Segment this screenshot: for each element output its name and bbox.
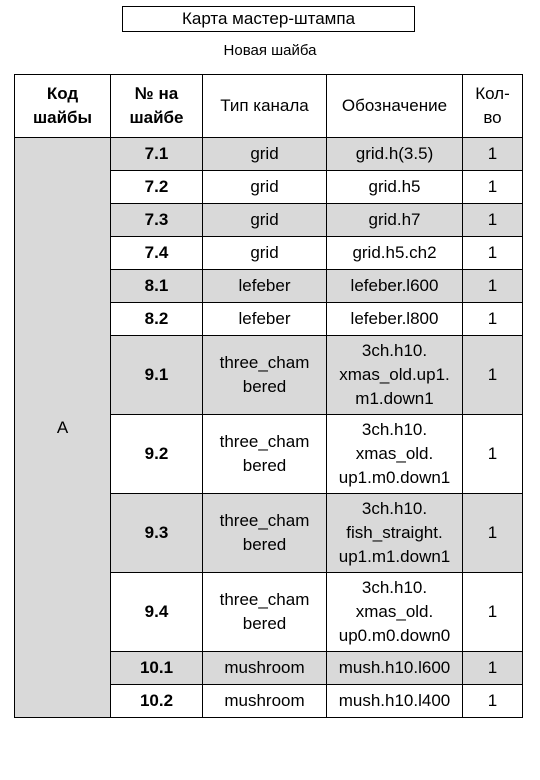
row-designation: lefeber.l800 (327, 303, 463, 336)
designation-part1: 3ch.h10. (361, 499, 428, 518)
header-code-line2: шайбы (32, 108, 93, 127)
row-qty: 1 (463, 652, 523, 685)
row-number: 9.4 (111, 573, 203, 652)
row-qty: 1 (463, 303, 523, 336)
designation-part2: fish_straight. (346, 523, 443, 542)
row-type (203, 415, 327, 494)
designation-part2: xmas_old.up1. (339, 365, 450, 384)
row-type: mushroom (203, 685, 327, 718)
row-designation (327, 573, 463, 652)
row-qty: 1 (463, 573, 523, 652)
row-designation: lefeber.l600 (327, 270, 463, 303)
card-title: Карта мастер-штампа (122, 6, 415, 32)
card-subtitle: Новая шайба (223, 42, 317, 59)
row-number: 10.2 (111, 685, 203, 718)
designation-part1: 3ch.h10. (361, 420, 428, 439)
row-number: 7.1 (111, 138, 203, 171)
row-designation (327, 415, 463, 494)
row-designation: grid.h5.ch2 (327, 237, 463, 270)
row-type: lefeber (203, 270, 327, 303)
row-type: grid (203, 204, 327, 237)
designation-part3: m1.down1 (355, 389, 434, 408)
row-type (203, 573, 327, 652)
row-number: 9.1 (111, 336, 203, 415)
table-header-row (15, 75, 523, 138)
row-number: 8.2 (111, 303, 203, 336)
row-type-part1: three_cham (219, 432, 310, 451)
row-type (203, 336, 327, 415)
row-qty: 1 (463, 138, 523, 171)
row-designation (327, 336, 463, 415)
row-designation: mush.h10.l400 (327, 685, 463, 718)
designation-part1: 3ch.h10. (361, 578, 428, 597)
row-qty: 1 (463, 171, 523, 204)
row-type-part1: three_cham (219, 511, 310, 530)
column-header-code (15, 75, 111, 138)
row-type-part2: bered (242, 456, 287, 475)
row-type-part2: bered (242, 377, 287, 396)
row-number: 9.3 (111, 494, 203, 573)
row-type-part1: three_cham (219, 590, 310, 609)
designation-part2: xmas_old. (355, 602, 434, 621)
header-number-line1: № на (134, 84, 179, 103)
header-code-line1: Код (46, 84, 79, 103)
column-header-designation: Обозначение (327, 75, 463, 138)
designation-part3: up1.m0.down1 (338, 468, 451, 487)
row-designation: grid.h(3.5) (327, 138, 463, 171)
designation-part2: xmas_old. (355, 444, 434, 463)
row-number: 7.2 (111, 171, 203, 204)
header-qty-line2: во (483, 108, 502, 127)
row-number: 9.2 (111, 415, 203, 494)
column-header-qty (463, 75, 523, 138)
row-qty: 1 (463, 237, 523, 270)
row-designation: mush.h10.l600 (327, 652, 463, 685)
row-type: mushroom (203, 652, 327, 685)
row-type: grid (203, 138, 327, 171)
row-type-part1: three_cham (219, 353, 310, 372)
designation-part3: up1.m1.down1 (338, 547, 451, 566)
row-qty: 1 (463, 336, 523, 415)
row-number: 7.4 (111, 237, 203, 270)
row-number: 7.3 (111, 204, 203, 237)
group-code-cell: A (15, 138, 111, 718)
stamp-table (14, 74, 523, 718)
row-qty: 1 (463, 685, 523, 718)
column-header-number (111, 75, 203, 138)
row-type-part2: bered (242, 614, 287, 633)
row-type (203, 494, 327, 573)
row-type: grid (203, 171, 327, 204)
row-number: 10.1 (111, 652, 203, 685)
designation-part3: up0.m0.down0 (338, 626, 451, 645)
header-number-line2: шайбе (129, 108, 184, 127)
row-qty: 1 (463, 204, 523, 237)
row-number: 8.1 (111, 270, 203, 303)
row-qty: 1 (463, 415, 523, 494)
column-header-type: Тип канала (203, 75, 327, 138)
row-type: grid (203, 237, 327, 270)
table-row (15, 138, 523, 171)
row-qty: 1 (463, 494, 523, 573)
row-designation (327, 494, 463, 573)
row-qty: 1 (463, 270, 523, 303)
row-type: lefeber (203, 303, 327, 336)
designation-part1: 3ch.h10. (361, 341, 428, 360)
header-qty-line1: Кол- (475, 84, 510, 103)
row-designation: grid.h5 (327, 171, 463, 204)
row-designation: grid.h7 (327, 204, 463, 237)
row-type-part2: bered (242, 535, 287, 554)
